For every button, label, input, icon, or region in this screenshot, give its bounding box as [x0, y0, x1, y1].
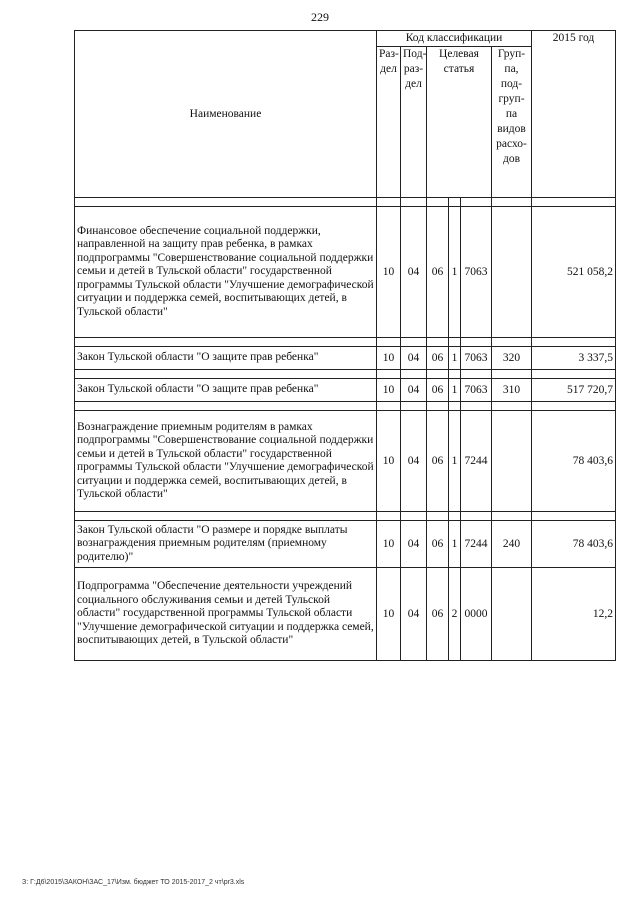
row-name: Финансовое обеспечение социальной поддержки, направленной на защиту прав ребенка, в рамках подпрограммы "Совершенствование социальной поддержки семьи и детей в Тульской области" государственной программы Тульской области "Улучшение демографической ситуации и поддержка семей, воспитывающих детей, в Тульской области" — [75, 207, 377, 338]
row-name: Закон Тульской области "О защите прав ребенка" — [75, 347, 377, 370]
row-subsection: 04 — [401, 347, 427, 370]
row-name: Подпрограмма "Обеспечение деятельности учреждений социального обслуживания семьи и детей Тульской области" государственной программы Тульской области "Улучшение демографической ситуации и поддержка семей, воспитывающих детей, в Тульской области" — [75, 568, 377, 661]
page-number: 229 — [311, 10, 329, 24]
row-section: 10 — [377, 207, 401, 338]
row-name: Закон Тульской области "О защите прав ребенка" — [75, 379, 377, 402]
row-target-2: 1 — [449, 521, 461, 568]
row-section: 10 — [377, 568, 401, 661]
row-subsection: 04 — [401, 568, 427, 661]
row-target-3: 7244 — [461, 521, 492, 568]
row-group: 320 — [492, 347, 532, 370]
header-name: Наименование — [75, 31, 377, 198]
row-target-3: 7244 — [461, 411, 492, 512]
row-target-2: 1 — [449, 379, 461, 402]
row-amount: 78 403,6 — [532, 521, 616, 568]
header-year: 2015 год — [532, 31, 616, 198]
row-target-3: 7063 — [461, 207, 492, 338]
row-name: Вознаграждение приемным родителям в рамках подпрограммы "Совершенствование социальной поддержки семьи и детей в Тульской области" государственной программы Тульской области "Улучшение демографической ситуации и поддержка семей, воспитывающих детей, в Тульской области" — [75, 411, 377, 512]
row-amount: 521 058,2 — [532, 207, 616, 338]
row-amount: 3 337,5 — [532, 347, 616, 370]
table-row — [75, 347, 616, 370]
row-amount: 517 720,7 — [532, 379, 616, 402]
row-group — [492, 207, 532, 338]
row-group — [492, 411, 532, 512]
row-name: Закон Тульской области "О размере и порядке выплаты вознаграждения приемным родителям (приемному родителю)" — [75, 521, 377, 568]
row-target-2: 1 — [449, 411, 461, 512]
row-group — [492, 568, 532, 661]
row-target-1: 06 — [427, 207, 449, 338]
row-amount: 12,2 — [532, 568, 616, 661]
row-target-3: 7063 — [461, 379, 492, 402]
row-group: 240 — [492, 521, 532, 568]
table-row — [75, 568, 616, 661]
row-target-1: 06 — [427, 521, 449, 568]
row-subsection: 04 — [401, 521, 427, 568]
header-classification: Код классификации — [377, 31, 532, 47]
row-amount: 78 403,6 — [532, 411, 616, 512]
row-target-2: 2 — [449, 568, 461, 661]
table-row — [75, 521, 616, 568]
table-row — [75, 411, 616, 512]
row-subsection: 04 — [401, 379, 427, 402]
footer-file-path: З: Г:Д6\2015\ЗАКОН\ЗАС_17\Изм. бюджет ТО 2015-2017_2 чт\pr3.xls — [22, 879, 245, 886]
header-section: Раз- дел — [377, 47, 401, 198]
row-group: 310 — [492, 379, 532, 402]
header-row-top — [75, 31, 616, 47]
row-section: 10 — [377, 347, 401, 370]
row-subsection: 04 — [401, 207, 427, 338]
row-target-3: 0000 — [461, 568, 492, 661]
row-section: 10 — [377, 379, 401, 402]
row-target-1: 06 — [427, 411, 449, 512]
row-section: 10 — [377, 521, 401, 568]
header-target-article: Целевая статья — [427, 47, 492, 198]
row-target-1: 06 — [427, 568, 449, 661]
header-subsection: Под- раз- дел — [401, 47, 427, 198]
row-target-2: 1 — [449, 347, 461, 370]
table-row — [75, 379, 616, 402]
row-target-3: 7063 — [461, 347, 492, 370]
header-expense-group: Груп- па, под- груп- па видов расхо- дов — [492, 47, 532, 198]
budget-table — [74, 30, 616, 661]
row-section: 10 — [377, 411, 401, 512]
row-target-2: 1 — [449, 207, 461, 338]
row-target-1: 06 — [427, 347, 449, 370]
row-target-1: 06 — [427, 379, 449, 402]
row-subsection: 04 — [401, 411, 427, 512]
table-row — [75, 207, 616, 338]
